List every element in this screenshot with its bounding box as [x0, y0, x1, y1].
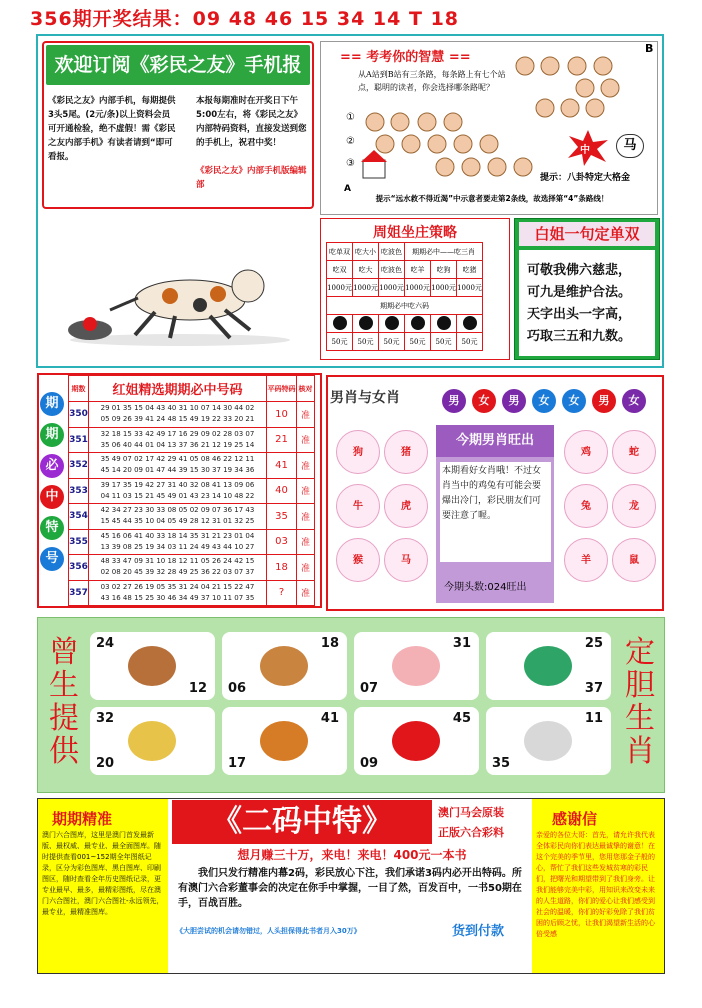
strategy-cell: 1000元 — [379, 279, 405, 297]
number-line: 48 33 47 09 31 10 18 12 11 05 26 24 42 15 — [100, 557, 255, 566]
zodiac-animal-badge: 狗 — [336, 430, 380, 474]
running-dog-illustration — [60, 250, 300, 350]
black-ball-icon — [359, 316, 373, 330]
side-char-circle: 期 — [40, 392, 64, 416]
table-row — [69, 580, 315, 606]
table-row — [69, 427, 315, 453]
check-cell: 准 — [297, 504, 315, 530]
main-ad-footer: 《大胆尝试的机会请勿错过，人头担保得此书者月入30万》 — [176, 927, 361, 935]
strategy-row-4 — [327, 297, 483, 315]
zodiac-animal-icon — [260, 646, 308, 686]
main-ad-side-a: 澳门马会原装 — [438, 806, 504, 819]
strategy-cell: 1000元 — [353, 279, 379, 297]
numbers-cell — [89, 555, 267, 581]
issue-cell: 350 — [69, 402, 89, 428]
numbers-cell — [89, 478, 267, 504]
numbers-cell — [89, 427, 267, 453]
strategy-cell — [405, 315, 431, 333]
zodiac-animal-icon — [524, 646, 572, 686]
zodiac-card — [90, 707, 215, 775]
numbers-cell — [89, 529, 267, 555]
gender-circle: 女 — [532, 389, 556, 413]
black-ball-icon — [333, 316, 347, 330]
card-number-b: 06 — [228, 681, 247, 696]
side-char-circle: 中 — [40, 485, 64, 509]
card-number-a: 31 — [452, 636, 471, 651]
number-line: 35 06 40 44 01 04 13 37 36 21 12 19 25 14 — [100, 440, 255, 449]
poem-line: 巧取三五和九数。 — [527, 329, 632, 344]
black-ball-icon — [437, 316, 451, 330]
strategy-row-2 — [327, 261, 483, 279]
card-number-a: 32 — [96, 711, 115, 726]
numbers-cell — [89, 504, 267, 530]
table-row — [69, 529, 315, 555]
strategy-cell: 吃双 — [327, 261, 353, 279]
puzzle-question: 从A站到B站有三条路，每条路上有七个站点，聪明的读者，你会选择哪条路呢？ — [358, 70, 506, 92]
strategy-row-5 — [327, 315, 483, 333]
col-issue: 期数 — [69, 376, 89, 402]
strategy-cell: 1000元 — [327, 279, 353, 297]
strategy-cell: 50元 — [457, 333, 483, 351]
gender-circle: 男 — [592, 389, 616, 413]
subscribe-title: 欢迎订阅《彩民之友》手机报 — [46, 45, 310, 85]
issue-cell: 353 — [69, 478, 89, 504]
number-line: 39 17 35 19 42 27 31 40 32 08 41 13 09 06 — [100, 480, 255, 489]
code-cell: 35 — [267, 504, 297, 530]
strategy-cell: 吃波色 — [379, 261, 405, 279]
number-line: 15 45 44 35 10 04 05 49 28 12 31 01 32 25 — [100, 517, 255, 526]
gender-circle: 女 — [622, 389, 646, 413]
left-ad-text: 澳门六合图库，这里是澳门首发最新版、最权威、最专业、最全面图库。随时提供查看001~152期全年图纸记录，区分为彩色图库、黑白图库、印刷图区，随时查看全年历史图纸记录，更专业最早、最多，最精彩图纸，尽在澳门六合图社，澳门六合图社-永远领先，最专业，最精准图库。 — [42, 831, 164, 916]
poem-line: 可敬我佛六慈悲， — [527, 263, 632, 278]
col-code: 平码特码 — [267, 376, 297, 402]
numbers-table — [68, 375, 315, 606]
strategy-cell: 吃猪 — [457, 261, 483, 279]
numbers-cell — [89, 453, 267, 479]
strategy-cell: 吃单双 — [327, 243, 353, 261]
issue-cell: 356 — [69, 555, 89, 581]
gender-title: 男肖与女肖 — [330, 390, 400, 406]
left-ad-title: 期期精准 — [52, 810, 113, 828]
vertical-char: 供 — [49, 734, 79, 769]
subscribe-left-text: 《彩民之友》内部手机，每期提供3头5尾。(2元/条)以上资料会员可开通检验，绝不虚假！需《彩民之友内部手机》有读者请到“即可看报。 — [48, 96, 176, 162]
zodiac-card — [486, 707, 611, 775]
card-number-a: 45 — [452, 711, 471, 726]
gender-circle: 女 — [472, 389, 496, 413]
right-ad-title: 感谢信 — [552, 810, 598, 828]
strategy-cell — [379, 315, 405, 333]
puzzle-route-2: ② — [346, 136, 355, 147]
code-cell: 41 — [267, 453, 297, 479]
card-number-b: 09 — [360, 756, 379, 771]
code-cell: 40 — [267, 478, 297, 504]
strategy-cell: 吃羊 — [405, 261, 431, 279]
puzzle-title: == 考考你的智慧 == — [340, 50, 471, 65]
strategy-cell: 50元 — [431, 333, 457, 351]
side-char-circle: 必 — [40, 454, 64, 478]
number-line: 29 01 35 15 04 43 40 31 10 07 14 30 44 02 — [100, 404, 255, 413]
side-char-circle: 期 — [40, 423, 64, 447]
puzzle-label-b: B — [645, 42, 654, 55]
zodiac-animal-badge: 牛 — [336, 484, 380, 528]
black-ball-icon — [385, 316, 399, 330]
white-sister-poem — [519, 250, 655, 356]
issue-cell: 354 — [69, 504, 89, 530]
number-line: 45 16 06 41 40 33 18 14 35 31 21 23 01 04 — [100, 531, 255, 540]
zodiac-animal-badge: 猪 — [384, 430, 428, 474]
puzzle-footer: 提示“远水救不得近渴”中示意者要走第2条线，故选择第“4”条路线！ — [375, 194, 609, 203]
zodiac-animal-badge: 马 — [384, 538, 428, 582]
puzzle-answer-animal: 马 — [616, 134, 644, 158]
check-cell: 准 — [297, 453, 315, 479]
right-vertical-text — [620, 636, 660, 768]
strategy-cell: 50元 — [379, 333, 405, 351]
zodiac-animal-badge: 蛇 — [612, 430, 656, 474]
table-row — [69, 453, 315, 479]
check-cell: 准 — [297, 580, 315, 606]
code-cell: 03 — [267, 529, 297, 555]
check-cell: 准 — [297, 529, 315, 555]
subscribe-editor: 《彩民之友》内部手机版编辑部 — [196, 166, 307, 190]
table-row — [69, 555, 315, 581]
card-number-b: 17 — [228, 756, 247, 771]
strategy-row-3 — [327, 279, 483, 297]
zodiac-card — [354, 707, 479, 775]
strategy-cell: 吃大 — [353, 261, 379, 279]
zodiac-animal-badge: 虎 — [384, 484, 428, 528]
number-line: 13 39 08 25 19 34 03 11 24 49 43 44 10 27 — [100, 542, 255, 551]
strategy-cell: 50元 — [405, 333, 431, 351]
table-row — [69, 402, 315, 428]
gender-circle: 男 — [502, 389, 526, 413]
card-number-b: 12 — [188, 681, 207, 696]
strategy-title: 周姐坐庄策略 — [373, 225, 457, 241]
prediction-title: 今期男肖旺出 — [436, 425, 554, 457]
zodiac-animal-icon — [392, 721, 440, 761]
zodiac-animal-icon — [524, 721, 572, 761]
number-line: 05 09 26 39 41 24 48 15 49 19 22 33 20 21 — [100, 415, 255, 424]
card-number-b: 37 — [584, 681, 603, 696]
vertical-char: 定 — [625, 635, 655, 670]
strategy-cell — [327, 315, 353, 333]
gender-circle: 女 — [562, 389, 586, 413]
card-number-b: 07 — [360, 681, 379, 696]
strategy-cell — [431, 315, 457, 333]
code-cell: ? — [267, 580, 297, 606]
vertical-char: 曾 — [49, 635, 79, 670]
check-cell: 准 — [297, 478, 315, 504]
puzzle-route-1: ① — [346, 112, 355, 123]
puzzle-center-badge: 中 — [580, 145, 590, 156]
main-ad-title: 《二码中特》 — [172, 800, 432, 844]
number-line: 35 49 07 02 17 42 29 41 05 08 46 22 12 11 — [100, 455, 255, 464]
cod-label: 货到付款 — [452, 924, 505, 939]
black-ball-icon — [411, 316, 425, 330]
main-ad-side-b: 正版六合彩料 — [438, 826, 504, 839]
card-number-b: 20 — [96, 756, 115, 771]
col-check: 核对 — [297, 376, 315, 402]
zodiac-animal-badge: 猴 — [336, 538, 380, 582]
vertical-char: 生 — [49, 668, 79, 703]
zodiac-card — [222, 632, 347, 700]
prediction-head: 今期头数:024旺出 — [444, 582, 527, 593]
puzzle-label-a: A — [344, 184, 351, 194]
strategy-cell: 吃狗 — [431, 261, 457, 279]
poem-line: 可九是维护合法。 — [527, 285, 632, 300]
vertical-char: 提 — [49, 701, 79, 736]
zodiac-animal-badge: 鼠 — [612, 538, 656, 582]
puzzle-hint: 提示：八卦特定大格金 — [540, 173, 631, 183]
right-ad-text: 亲爱的各位大哥：首先，请允许我代表全体彩民向你们表达最诚挚的谢意！在这个完美的季节里，您用您那金子般的心，帮忙了我们这些发城贫寒的彩民们，把曙光和期望带到了我们身旁。让我们能够完美中彩，用知识来改变未来的人生道路，你们的爱心让我们感受到社会的温暖，你们的好彩免除了我们贫困的后顾之忧，让我们渴望新生活的心倍受感 — [536, 831, 655, 938]
table-row — [69, 504, 315, 530]
puzzle-route-3: ③ — [346, 158, 355, 169]
number-line: 03 02 27 26 19 05 35 31 24 04 21 15 22 47 — [100, 582, 255, 591]
vertical-char: 肖 — [625, 734, 655, 769]
table-row — [69, 478, 315, 504]
strategy-cell: 1000元 — [405, 279, 431, 297]
strategy-cell: 期期必中吃六码 — [327, 297, 483, 315]
strategy-cell — [353, 315, 379, 333]
numbers-header-row — [69, 376, 315, 402]
issue-cell: 352 — [69, 453, 89, 479]
number-line: 02 08 20 45 39 32 28 49 25 36 22 03 07 37 — [100, 568, 255, 577]
poem-line: 天字出头一字高， — [527, 307, 632, 322]
prediction-text: 本期看好女肖哦！不过女肖当中的鸡兔有可能会要爆出冷门，彩民朋友们可要注意了喔。 — [440, 462, 551, 562]
draw-result-header: 356期开奖结果：09 48 46 15 34 14 T 18 — [30, 8, 460, 30]
number-line: 04 11 03 15 21 45 49 01 43 23 14 10 48 22 — [100, 491, 255, 500]
main-ad-body: 我们只发行精准内幕2码，彩民放心下注，我们承诺3码内必开出特码。所有澳门六合彩董事会的决定在你手中掌握，一目了然，百发百中，一书50期在手，百战百胜。 — [178, 868, 522, 909]
card-number-a: 41 — [320, 711, 339, 726]
main-ad-slogan: 想月赚三十万，来电！来电！400元一本书 — [237, 848, 467, 862]
strategy-cell: 1000元 — [457, 279, 483, 297]
zodiac-animal-icon — [128, 646, 176, 686]
numbers-cell — [89, 580, 267, 606]
zodiac-animal-badge: 兔 — [564, 484, 608, 528]
strategy-row-6 — [327, 333, 483, 351]
black-ball-icon — [463, 316, 477, 330]
zodiac-animal-badge: 羊 — [564, 538, 608, 582]
side-char-circle: 特 — [40, 516, 64, 540]
left-vertical-text — [44, 636, 84, 768]
issue-cell: 351 — [69, 427, 89, 453]
white-sister-title: 白姐一句定单双 — [519, 222, 655, 246]
card-number-a: 25 — [584, 636, 603, 651]
zodiac-animal-badge: 鸡 — [564, 430, 608, 474]
side-char-circle: 号 — [40, 547, 64, 571]
check-cell: 准 — [297, 427, 315, 453]
vertical-char: 生 — [625, 701, 655, 736]
zodiac-card — [354, 632, 479, 700]
gender-circle: 男 — [442, 389, 466, 413]
subscribe-right-text: 本报每期准时在开奖日下午5:00左右，将《彩民之友》内部特码资料，直接发送到您的手机上，祝君中奖！ — [196, 96, 307, 148]
strategy-cell: 期期必中——吃三肖 — [405, 243, 483, 261]
strategy-cell: 吃波色 — [379, 243, 405, 261]
zodiac-animal-icon — [392, 646, 440, 686]
code-cell: 21 — [267, 427, 297, 453]
vertical-char: 胆 — [625, 668, 655, 703]
col-numbers: 红姐精选期期必中号码 — [89, 376, 267, 402]
zodiac-animal-icon — [128, 721, 176, 761]
zodiac-card — [90, 632, 215, 700]
numbers-cell — [89, 402, 267, 428]
number-line: 42 34 27 23 30 33 08 05 02 09 07 36 17 43 — [100, 506, 255, 515]
strategy-row-1 — [327, 243, 483, 261]
code-cell: 18 — [267, 555, 297, 581]
strategy-cell: 50元 — [327, 333, 353, 351]
strategy-cell — [457, 315, 483, 333]
zodiac-card — [486, 632, 611, 700]
issue-cell: 357 — [69, 580, 89, 606]
number-line: 32 18 15 33 42 49 17 16 29 09 02 28 03 07 — [100, 429, 255, 438]
zodiac-animal-icon — [260, 721, 308, 761]
card-number-a: 18 — [320, 636, 339, 651]
strategy-cell: 吃大小 — [353, 243, 379, 261]
zodiac-card — [222, 707, 347, 775]
strategy-table — [326, 242, 483, 351]
number-line: 45 14 20 09 01 47 44 39 15 30 37 19 34 36 — [100, 466, 255, 475]
code-cell: 10 — [267, 402, 297, 428]
card-number-b: 35 — [492, 756, 511, 771]
issue-cell: 355 — [69, 529, 89, 555]
strategy-cell: 50元 — [353, 333, 379, 351]
number-line: 43 16 48 15 25 30 46 34 49 37 10 11 07 35 — [100, 593, 255, 602]
zodiac-animal-badge: 龙 — [612, 484, 656, 528]
check-cell: 准 — [297, 402, 315, 428]
card-number-a: 24 — [96, 636, 115, 651]
check-cell: 准 — [297, 555, 315, 581]
strategy-cell: 1000元 — [431, 279, 457, 297]
card-number-a: 11 — [584, 711, 603, 726]
